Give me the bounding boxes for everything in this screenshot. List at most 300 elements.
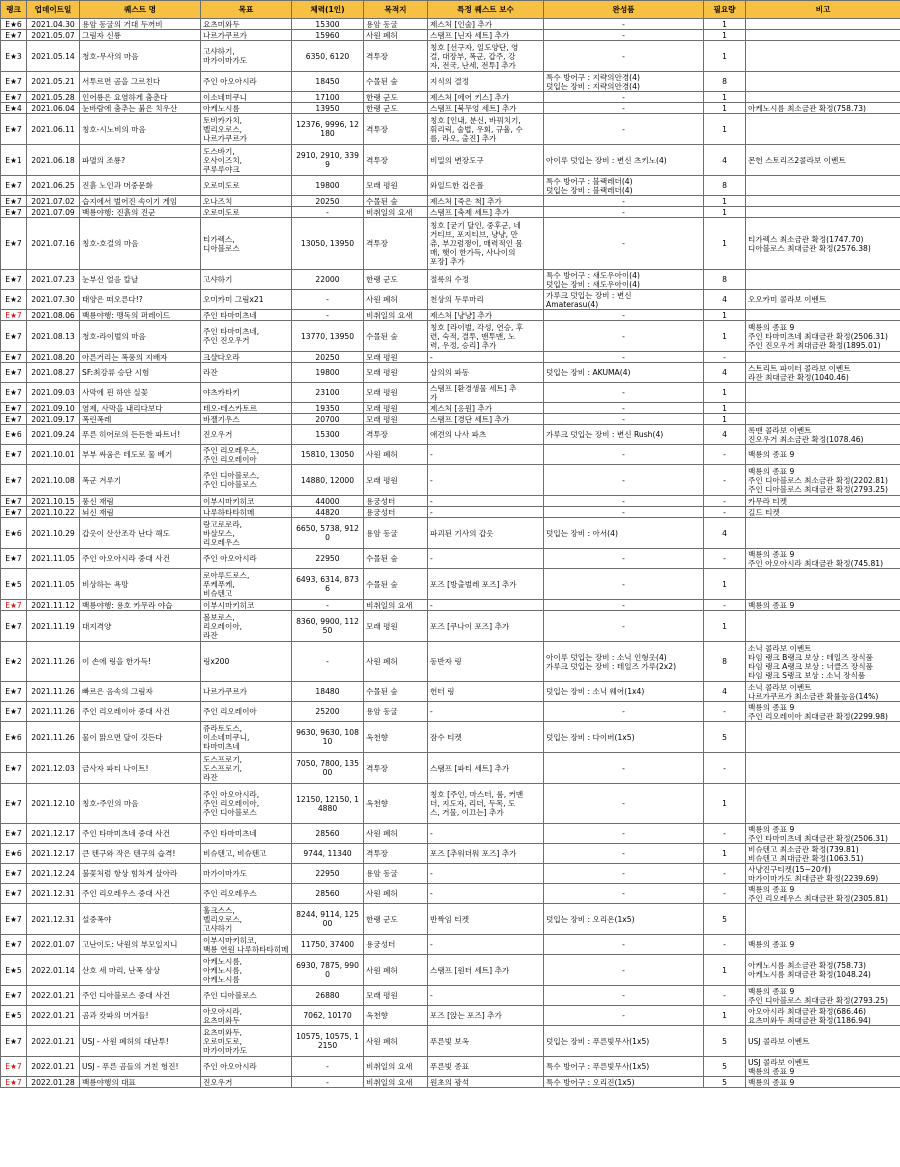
note-cell bbox=[746, 383, 900, 403]
quest-name-cell: 설중폭야 bbox=[80, 904, 201, 935]
need-cell: 1 bbox=[704, 784, 746, 824]
reward-cell: 포즈 [방출벌레 포즈] 추가 bbox=[428, 569, 544, 600]
note-cell: 백룡의 종표 9 bbox=[746, 1077, 900, 1088]
destination-cell: 사원 폐허 bbox=[364, 30, 428, 41]
product-cell: - bbox=[544, 92, 704, 103]
date-cell: 2021.05.28 bbox=[27, 92, 80, 103]
target-cell: 나루하타타히메 bbox=[201, 507, 292, 518]
date-cell: 2021.08.06 bbox=[27, 310, 80, 321]
note-cell bbox=[746, 30, 900, 41]
need-cell: 5 bbox=[704, 1057, 746, 1077]
reward-cell: - bbox=[428, 884, 544, 904]
rank-cell: E★7 bbox=[1, 414, 27, 425]
table-row bbox=[1, 19, 900, 30]
target-cell: 바젤기우스 bbox=[201, 414, 292, 425]
note-cell: 몬헌 스토리즈2콜라보 이벤트 bbox=[746, 145, 900, 176]
date-cell: 2021.11.05 bbox=[27, 569, 80, 600]
table-row bbox=[1, 935, 900, 955]
hp-cell: 8360, 9900, 11250 bbox=[292, 611, 364, 642]
note-cell bbox=[746, 518, 900, 549]
reward-cell: - bbox=[428, 352, 544, 363]
rank-cell: E★7 bbox=[1, 270, 27, 290]
need-cell: - bbox=[704, 864, 746, 884]
hp-cell: 7062, 10170 bbox=[292, 1006, 364, 1026]
target-cell: 링x200 bbox=[201, 642, 292, 682]
rank-cell: E★7 bbox=[1, 363, 27, 383]
rank-cell: E★7 bbox=[1, 445, 27, 465]
note-cell bbox=[746, 904, 900, 935]
reward-cell: 원초의 광석 bbox=[428, 1077, 544, 1088]
product-cell: - bbox=[544, 1006, 704, 1026]
reward-cell: - bbox=[428, 702, 544, 722]
rank-cell: E★7 bbox=[1, 207, 27, 218]
reward-cell: 스탬프 [환경생물 세트] 추 가 bbox=[428, 383, 544, 403]
date-cell: 2021.08.27 bbox=[27, 363, 80, 383]
product-cell: 가루크 덧입는 장비 : 변신 Amaterasu(4) bbox=[544, 290, 704, 310]
need-cell: 1 bbox=[704, 41, 746, 72]
note-cell: 스트리트 파이터 콜라보 이벤트 라잔 최대금관 확정(1040.46) bbox=[746, 363, 900, 383]
hp-cell: 20700 bbox=[292, 414, 364, 425]
quest-name-cell: 대지격양 bbox=[80, 611, 201, 642]
product-cell: - bbox=[544, 496, 704, 507]
target-cell: 나르가쿠르가 bbox=[201, 682, 292, 702]
reward-header: 특정 퀘스트 보수 bbox=[428, 1, 544, 19]
note-cell bbox=[746, 310, 900, 321]
date-cell: 2021.12.24 bbox=[27, 864, 80, 884]
note-cell: 백룡의 종표 9 주인 디아블로스 최소금관 확정(2202.81) 주인 디아블로스 최대금관 확정(2793.25) bbox=[746, 465, 900, 496]
date-cell: 2021.08.20 bbox=[27, 352, 80, 363]
reward-cell: - bbox=[428, 507, 544, 518]
destination-cell: 비취일의 요새 bbox=[364, 1057, 428, 1077]
target-cell: 쥬라토도스, 이소네미쿠니, 타마미츠네 bbox=[201, 722, 292, 753]
quest-name-cell: 눈부신 얼음 칼날 bbox=[80, 270, 201, 290]
need-cell: - bbox=[704, 753, 746, 784]
destination-cell: 격투장 bbox=[364, 844, 428, 864]
table-row bbox=[1, 549, 900, 569]
destination-cell: 모래 평원 bbox=[364, 465, 428, 496]
target-cell: 라잔 bbox=[201, 363, 292, 383]
product-cell: - bbox=[544, 824, 704, 844]
hp-cell: 13950 bbox=[292, 103, 364, 114]
product-cell: - bbox=[544, 549, 704, 569]
need-cell: 4 bbox=[704, 425, 746, 445]
table-row bbox=[1, 218, 900, 270]
quest-name-cell: 폭군 겨루기 bbox=[80, 465, 201, 496]
note-cell bbox=[746, 403, 900, 414]
note-cell: 백룡의 종표 9 주인 리오레우스 최대금관 확정(2305.81) bbox=[746, 884, 900, 904]
quest-name-cell: 갑옷이 산산조각 난다 해도 bbox=[80, 518, 201, 549]
date-cell: 2021.05.21 bbox=[27, 72, 80, 92]
target-cell: 고샤하기, 마가이마가도 bbox=[201, 41, 292, 72]
destination-cell: 사원 폐허 bbox=[364, 642, 428, 682]
need-cell: 1 bbox=[704, 569, 746, 600]
hp-cell: - bbox=[292, 1057, 364, 1077]
destination-cell: 격투장 bbox=[364, 218, 428, 270]
need-header: 필요량 bbox=[704, 1, 746, 19]
product-cell: - bbox=[544, 465, 704, 496]
need-cell: - bbox=[704, 824, 746, 844]
need-cell: 5 bbox=[704, 722, 746, 753]
reward-cell: - bbox=[428, 465, 544, 496]
quest-name-cell: 주인 아오아시라 중대 사건 bbox=[80, 549, 201, 569]
quest-name-cell: 백룡야행: 진흙의 진군 bbox=[80, 207, 201, 218]
reward-cell: 칭호 [라이벌, 각성, 연승, 후 련, 숙적, 결투, 맨투맨, 노 력, 우정, 승리] 추가 bbox=[428, 321, 544, 352]
destination-cell: 용궁성터 bbox=[364, 935, 428, 955]
target-cell: 요츠미와두, 오로미도로, 마가이마가도 bbox=[201, 1026, 292, 1057]
rank-cell: E★7 bbox=[1, 611, 27, 642]
product-cell: - bbox=[544, 864, 704, 884]
product-cell: - bbox=[544, 403, 704, 414]
quest-name-cell: 비상하는 욕망 bbox=[80, 569, 201, 600]
target-cell: 주인 아오아시라 bbox=[201, 72, 292, 92]
quest-name-cell: 청호-라이벌의 마음 bbox=[80, 321, 201, 352]
target-cell: 고샤하기 bbox=[201, 270, 292, 290]
quest-name-cell: 인어룡은 요염하게 춤춘다 bbox=[80, 92, 201, 103]
target-cell: 아케노시름 bbox=[201, 103, 292, 114]
destination-cell: 사원 폐허 bbox=[364, 290, 428, 310]
table-row bbox=[1, 702, 900, 722]
target-cell: 이소네미쿠니 bbox=[201, 92, 292, 103]
reward-cell: 칭호 [선구자, 일도양단, 영 걸, 대장부, 폭군, 갑주, 강 자, 전국, 난세, 전투] 추가 bbox=[428, 41, 544, 72]
destination-cell: 한랭 군도 bbox=[364, 103, 428, 114]
need-cell: 5 bbox=[704, 904, 746, 935]
rank-cell: E★7 bbox=[1, 496, 27, 507]
note-cell: 아케노시름 최소금관 확정(758.73) bbox=[746, 103, 900, 114]
product-cell: - bbox=[544, 844, 704, 864]
hp-cell: 18480 bbox=[292, 682, 364, 702]
rank-cell: E★7 bbox=[1, 176, 27, 196]
rank-cell: E★7 bbox=[1, 196, 27, 207]
target-cell: 야츠카타키 bbox=[201, 383, 292, 403]
date-cell: 2021.06.25 bbox=[27, 176, 80, 196]
need-cell: 1 bbox=[704, 321, 746, 352]
hp-cell: 19800 bbox=[292, 176, 364, 196]
quest-name-cell: 주인 타마미츠네 중대 사건 bbox=[80, 824, 201, 844]
reward-cell: 푸른빛 종표 bbox=[428, 1057, 544, 1077]
hp-cell: 18450 bbox=[292, 72, 364, 92]
product-cell: 덧입는 장비 : 아서(4) bbox=[544, 518, 704, 549]
table-row bbox=[1, 844, 900, 864]
note-cell: 비슈텐고 최소금관 확정(739.81) 비슈텐고 최대금관 확정(1063.51) bbox=[746, 844, 900, 864]
rank-cell: E★7 bbox=[1, 600, 27, 611]
table-row bbox=[1, 611, 900, 642]
need-cell: - bbox=[704, 986, 746, 1006]
need-cell: 4 bbox=[704, 145, 746, 176]
product-cell: 특수 방어구 : 푸른빛무사(1x5) bbox=[544, 1057, 704, 1077]
date-cell: 2021.06.11 bbox=[27, 114, 80, 145]
product-cell: 가루크 덧입는 장비 : 변신 Rush(4) bbox=[544, 425, 704, 445]
target-cell: 오로미도로 bbox=[201, 176, 292, 196]
hp-cell: 20250 bbox=[292, 196, 364, 207]
note-cell: 길드 티켓 bbox=[746, 507, 900, 518]
reward-cell: 살의의 파동 bbox=[428, 363, 544, 383]
quest-name-cell: 큰 텐구와 작은 텐구의 습격! bbox=[80, 844, 201, 864]
reward-cell: - bbox=[428, 986, 544, 1006]
hp-cell: 22950 bbox=[292, 549, 364, 569]
date-cell: 2021.07.09 bbox=[27, 207, 80, 218]
reward-cell: 반짝임 티켓 bbox=[428, 904, 544, 935]
quest-name-cell: 백룡야행: 용호 카무라 야습 bbox=[80, 600, 201, 611]
hp-cell: 12376, 9996, 12180 bbox=[292, 114, 364, 145]
product-cell: 아이루 덧입는 장비 : 소닉 인형옷(4) 가루크 덧입는 장비 : 테일즈 가루(2x2) bbox=[544, 642, 704, 682]
rank-cell: E★7 bbox=[1, 92, 27, 103]
quest-name-cell: 물이 맑으면 달이 깃든다 bbox=[80, 722, 201, 753]
note-header: 비고 bbox=[746, 1, 900, 19]
target-cell: 오미카미 그림x21 bbox=[201, 290, 292, 310]
reward-cell: 제스처 [에어 키스] 추가 bbox=[428, 92, 544, 103]
hp-cell: 44000 bbox=[292, 496, 364, 507]
product-cell: - bbox=[544, 611, 704, 642]
target-cell: 훌크스스, 벨리오로스, 고샤하기 bbox=[201, 904, 292, 935]
table-row bbox=[1, 145, 900, 176]
destination-cell: 모래 평원 bbox=[364, 403, 428, 414]
rank-cell: E★7 bbox=[1, 507, 27, 518]
rank-cell: E★2 bbox=[1, 642, 27, 682]
target-cell: 티가렉스, 디아블로스 bbox=[201, 218, 292, 270]
target-cell: 오나즈치 bbox=[201, 196, 292, 207]
need-cell: 4 bbox=[704, 682, 746, 702]
product-cell: - bbox=[544, 414, 704, 425]
quest-name-cell: 부부 싸움은 테도로 물 베기 bbox=[80, 445, 201, 465]
need-cell: 1 bbox=[704, 103, 746, 114]
rank-cell: E★7 bbox=[1, 884, 27, 904]
need-cell: 1 bbox=[704, 383, 746, 403]
product-cell: 덧입는 장비 : 오리온(1x5) bbox=[544, 904, 704, 935]
rank-cell: E★5 bbox=[1, 1006, 27, 1026]
quest-name-cell: 뇌신 재림 bbox=[80, 507, 201, 518]
table-row bbox=[1, 1057, 900, 1077]
hp-cell: - bbox=[292, 1077, 364, 1088]
destination-cell: 격투장 bbox=[364, 114, 428, 145]
note-cell: 백룡의 종표 9 bbox=[746, 445, 900, 465]
reward-cell: 지식의 결정 bbox=[428, 72, 544, 92]
note-cell bbox=[746, 352, 900, 363]
note-cell bbox=[746, 569, 900, 600]
target-cell: 주인 리오레이아 bbox=[201, 702, 292, 722]
destination-cell: 비취일의 요새 bbox=[364, 310, 428, 321]
quest-name-cell: 푸른 히어로의 든든한 파트너! bbox=[80, 425, 201, 445]
hp-cell: 22000 bbox=[292, 270, 364, 290]
reward-cell: - bbox=[428, 549, 544, 569]
date-cell: 2021.10.01 bbox=[27, 445, 80, 465]
reward-cell: - bbox=[428, 824, 544, 844]
quest-name-cell: 염제, 사막을 내리다보다 bbox=[80, 403, 201, 414]
table-row bbox=[1, 884, 900, 904]
table-row bbox=[1, 496, 900, 507]
hp-cell: 28560 bbox=[292, 884, 364, 904]
destination-cell: 사원 폐허 bbox=[364, 445, 428, 465]
product-cell: - bbox=[544, 114, 704, 145]
target-cell: 이부시마키히코 bbox=[201, 600, 292, 611]
rank-cell: E★7 bbox=[1, 352, 27, 363]
hp-cell: 13050, 13950 bbox=[292, 218, 364, 270]
reward-cell: 스탬프 [경단 세트] 추가 bbox=[428, 414, 544, 425]
reward-cell: 포즈 [추워더워 포즈] 추가 bbox=[428, 844, 544, 864]
date-cell: 2021.11.19 bbox=[27, 611, 80, 642]
destination-cell: 비취일의 요새 bbox=[364, 207, 428, 218]
hp-cell: 15300 bbox=[292, 19, 364, 30]
rank-cell: E★7 bbox=[1, 383, 27, 403]
target-cell: 오로미도로 bbox=[201, 207, 292, 218]
product-cell: 특수 방어구 : 지략의안경(4) 덧입는 장비 : 지략의안경(4) bbox=[544, 72, 704, 92]
note-cell: 아오아시라 최대금관 확정(686.46) 요츠미와두 최대금관 확정(1186.94) bbox=[746, 1006, 900, 1026]
destination-cell: 한랭 군도 bbox=[364, 92, 428, 103]
destination-cell: 용암 동굴 bbox=[364, 702, 428, 722]
product-cell: - bbox=[544, 30, 704, 41]
date-cell: 2021.10.29 bbox=[27, 518, 80, 549]
table-row bbox=[1, 196, 900, 207]
rank-cell: E★7 bbox=[1, 321, 27, 352]
product-cell: - bbox=[544, 884, 704, 904]
destination-cell: 모래 평원 bbox=[364, 383, 428, 403]
product-header: 완성품 bbox=[544, 1, 704, 19]
destination-cell: 수몰된 숲 bbox=[364, 569, 428, 600]
quest-name-cell: 칭호-시노비의 마음 bbox=[80, 114, 201, 145]
date-cell: 2022.01.07 bbox=[27, 935, 80, 955]
need-cell: 1 bbox=[704, 92, 746, 103]
product-cell: - bbox=[544, 784, 704, 824]
target-cell: 도스바기, 오사이즈치, 쿠루루야크 bbox=[201, 145, 292, 176]
need-cell: - bbox=[704, 507, 746, 518]
target-cell: 랑고로로라, 바살모스, 리오레우스 bbox=[201, 518, 292, 549]
reward-cell: 비밀의 변장도구 bbox=[428, 145, 544, 176]
need-cell: 1 bbox=[704, 30, 746, 41]
reward-cell: 제스처 [응원] 추가 bbox=[428, 403, 544, 414]
product-cell: 아이루 덧입는 장비 : 변신 츠키노(4) bbox=[544, 145, 704, 176]
destination-cell: 모래 평원 bbox=[364, 414, 428, 425]
hp-cell: 6493, 6314, 8736 bbox=[292, 569, 364, 600]
table-row bbox=[1, 465, 900, 496]
table-row bbox=[1, 425, 900, 445]
destination-cell: 모래 평원 bbox=[364, 176, 428, 196]
table-row bbox=[1, 682, 900, 702]
product-cell: - bbox=[544, 955, 704, 986]
destination-cell: 모래 평원 bbox=[364, 363, 428, 383]
rank-cell: E★7 bbox=[1, 824, 27, 844]
need-cell: 5 bbox=[704, 1026, 746, 1057]
table-row bbox=[1, 1006, 900, 1026]
note-cell: 오오카미 콜라보 이벤트 bbox=[746, 290, 900, 310]
hp-cell: 28560 bbox=[292, 824, 364, 844]
quest-name-cell: SF:최강류 승단 시험 bbox=[80, 363, 201, 383]
table-row bbox=[1, 824, 900, 844]
table-row bbox=[1, 1077, 900, 1088]
hp-cell: 7050, 7800, 13500 bbox=[292, 753, 364, 784]
date-cell: 2021.10.08 bbox=[27, 465, 80, 496]
quest-name-cell: 주인 디아블로스 중대 사건 bbox=[80, 986, 201, 1006]
quest-name-cell: 곰과 캇파의 머겨들! bbox=[80, 1006, 201, 1026]
destination-cell: 용암 동굴 bbox=[364, 19, 428, 30]
quest-name-cell: 청호-무사의 마음 bbox=[80, 41, 201, 72]
rank-cell: E★6 bbox=[1, 19, 27, 30]
reward-cell: 와일드한 겁은폴 bbox=[428, 176, 544, 196]
table-row bbox=[1, 176, 900, 196]
reward-cell: 스탬프 [원터 세트] 추가 bbox=[428, 955, 544, 986]
quest-name-cell: 아른거리는 폭풍의 지배자 bbox=[80, 352, 201, 363]
target-cell: 주인 아오아시라, 주인 리오레이아, 주인 디아블로스 bbox=[201, 784, 292, 824]
date-cell: 2021.04.30 bbox=[27, 19, 80, 30]
table-row bbox=[1, 1026, 900, 1057]
product-cell: - bbox=[544, 207, 704, 218]
target-cell: 요츠미와두 bbox=[201, 19, 292, 30]
reward-cell: - bbox=[428, 935, 544, 955]
rank-cell: E★7 bbox=[1, 114, 27, 145]
product-cell: - bbox=[544, 310, 704, 321]
target-cell: 진오우거 bbox=[201, 425, 292, 445]
reward-cell: 포즈 [쿠나이 포즈] 추가 bbox=[428, 611, 544, 642]
need-cell: 1 bbox=[704, 310, 746, 321]
date-cell: 2021.12.17 bbox=[27, 844, 80, 864]
target-cell: 이부시마키히코, 백룡 연원 나루하타타히메 bbox=[201, 935, 292, 955]
date-cell: 2021.11.05 bbox=[27, 549, 80, 569]
rank-cell: E★6 bbox=[1, 844, 27, 864]
destination-cell: 수몰된 숲 bbox=[364, 196, 428, 207]
rank-cell: E★7 bbox=[1, 702, 27, 722]
target-cell: 주인 리오레우스 bbox=[201, 884, 292, 904]
reward-cell: 잠수 티켓 bbox=[428, 722, 544, 753]
target-cell: 나르가쿠르가 bbox=[201, 30, 292, 41]
quest-name-cell: 금사자 파티 나이트! bbox=[80, 753, 201, 784]
product-cell: - bbox=[544, 352, 704, 363]
destination-cell: 격투장 bbox=[364, 425, 428, 445]
table-row bbox=[1, 445, 900, 465]
table-row bbox=[1, 207, 900, 218]
rank-cell: E★7 bbox=[1, 403, 27, 414]
rank-cell: E★5 bbox=[1, 955, 27, 986]
target-cell: 주인 타마미츠네, 주인 진오우거 bbox=[201, 321, 292, 352]
reward-cell: - bbox=[428, 496, 544, 507]
reward-cell: 제스처 [냥냥] 추가 bbox=[428, 310, 544, 321]
quest-name-cell: 칭호-호걸의 마음 bbox=[80, 218, 201, 270]
need-cell: - bbox=[704, 600, 746, 611]
date-cell: 2021.07.23 bbox=[27, 270, 80, 290]
hp-cell: 8244, 9114, 12500 bbox=[292, 904, 364, 935]
quest-name-cell: 서투르면 곰을 그르친다 bbox=[80, 72, 201, 92]
quest-name-cell: 그림자 신룡 bbox=[80, 30, 201, 41]
hp-cell: 9630, 9630, 10810 bbox=[292, 722, 364, 753]
target-cell: 주인 타마미츠네 bbox=[201, 310, 292, 321]
hp-cell: 6930, 7875, 9900 bbox=[292, 955, 364, 986]
note-cell bbox=[746, 19, 900, 30]
hp-cell: 26880 bbox=[292, 986, 364, 1006]
hp-cell: - bbox=[292, 310, 364, 321]
rank-cell: E★7 bbox=[1, 218, 27, 270]
hp-header: 체력(1인) bbox=[292, 1, 364, 19]
destination-cell: 수몰된 숲 bbox=[364, 72, 428, 92]
note-cell bbox=[746, 114, 900, 145]
rank-cell: E★7 bbox=[1, 904, 27, 935]
reward-cell: - bbox=[428, 445, 544, 465]
note-cell bbox=[746, 753, 900, 784]
need-cell: 1 bbox=[704, 196, 746, 207]
target-cell: 볼보로스, 리오레이아, 라잔 bbox=[201, 611, 292, 642]
hp-cell: 6350, 6120 bbox=[292, 41, 364, 72]
table-row bbox=[1, 955, 900, 986]
header-row bbox=[1, 1, 900, 19]
need-cell: 1 bbox=[704, 1006, 746, 1026]
product-cell: - bbox=[544, 103, 704, 114]
target-cell: 로아루드로스, 푸케푸케, 비슈텐고 bbox=[201, 569, 292, 600]
hp-cell: - bbox=[292, 207, 364, 218]
destination-cell: 비취일의 요새 bbox=[364, 600, 428, 611]
reward-cell: 스탬프 [파티 세트] 추가 bbox=[428, 753, 544, 784]
need-cell: 1 bbox=[704, 844, 746, 864]
note-cell bbox=[746, 92, 900, 103]
reward-cell: 포즈 [앉는 포즈] 추가 bbox=[428, 1006, 544, 1026]
destination-cell: 한랭 군도 bbox=[364, 270, 428, 290]
quest-name-cell: 눈바람에 춤추는 붉은 치우산 bbox=[80, 103, 201, 114]
date-cell: 2021.09.17 bbox=[27, 414, 80, 425]
